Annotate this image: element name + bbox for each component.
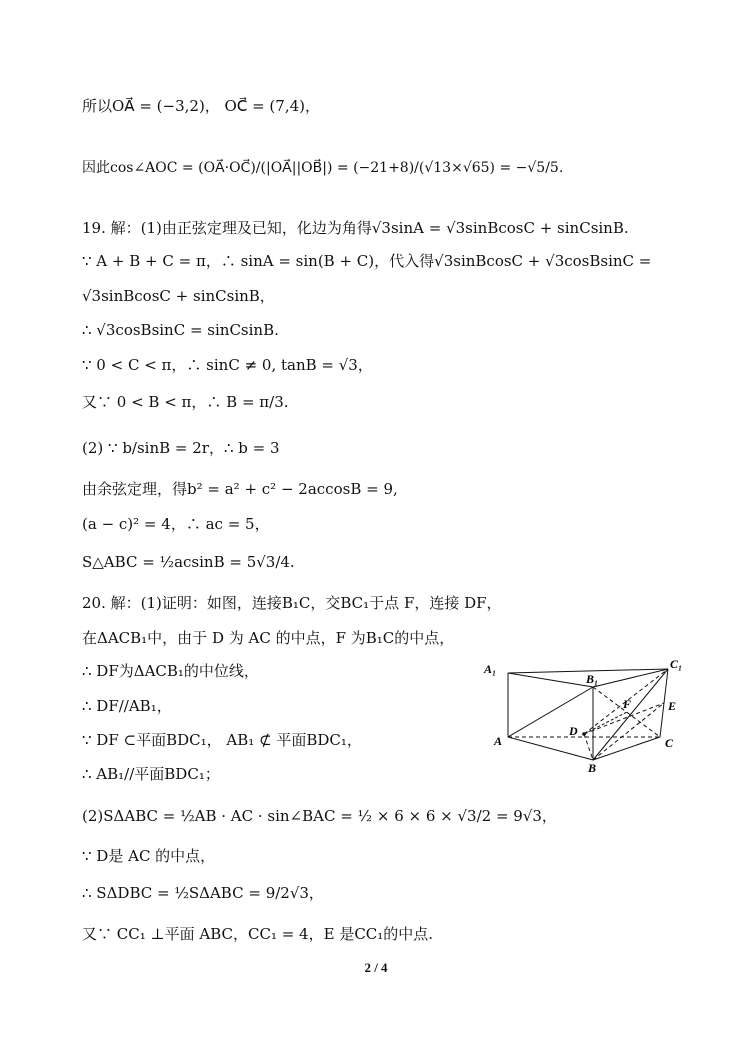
page-number: 2 / 4 [364,960,388,975]
line-15: ∴ DF为ΔACB₁的中位线， [82,662,259,680]
label-B1: B₁ [586,672,599,686]
line-9: (2) ∵ b/sinB = 2r，∴ b = 3 [82,439,280,457]
line-3: 19. 解：(1)由正弦定理及已知，化边为角得√3sinA = √3sinBcosC + sinCsinB. [82,219,629,237]
line-8: 又∵ 0 < B < π，∴ B = π/3. [82,393,289,411]
label-E: E [668,699,677,713]
line-22: 又∵ CC₁ ⊥平面 ABC，CC₁ = 4，E 是CC₁的中点. [82,925,434,943]
line-1: 所以OA⃗ = (−3,2)， OC⃗ = (7,4)， [82,97,320,115]
line-6: ∴ √3cosBsinC = sinCsinB. [82,321,279,339]
line-21: ∴ SΔDBC = ½SΔABC = 9/2√3， [82,884,324,902]
prism-figure [480,655,690,775]
line-12: S△ABC = ½acsinB = 5√3/4. [82,553,295,571]
line-13: 20. 解：(1)证明：如图，连接B₁C，交BC₁于点 F，连接 DF， [82,594,502,612]
line-7: ∵ 0 < C < π，∴ sinC ≠ 0, tanB = √3， [82,356,373,374]
line-16: ∴ DF//AB₁， [82,697,172,715]
line-19: (2)SΔABC = ½AB · AC · sin∠BAC = ½ × 6 × 6 × √3/2 = 9√3， [82,807,557,825]
line-11: (a − c)² = 4，∴ ac = 5， [82,515,270,533]
label-A1: A₁ [484,662,497,676]
line-2: 因此cos∠AOC = (OA⃗·OC⃗)/(|OA⃗||OB⃗|) = (−21+8)/(√13×√65) = −√5/5. [82,160,564,176]
label-C1: C₁ [670,657,683,671]
label-A: A [494,734,503,748]
label-B: B [588,761,597,775]
label-D: D [569,724,578,738]
line-14: 在ΔACB₁中，由于 D 为 AC 的中点，F 为B₁C的中点， [82,629,455,647]
line-20: ∵ D是 AC 的中点， [82,847,216,865]
line-10: 由余弦定理，得b² = a² + c² − 2accosB = 9, [82,480,398,498]
line-17: ∵ DF ⊂平面BDC₁， AB₁ ⊄ 平面BDC₁， [82,731,362,749]
line-4: ∵ A + B + C = π，∴ sinA = sin(B + C)，代入得√3sinBcosC + √3cosBsinC = [82,252,652,270]
label-C: C [665,736,674,750]
line-18: ∴ AB₁//平面BDC₁； [82,765,220,783]
line-5: √3sinBcosC + sinCsinB， [82,287,275,305]
label-F: F [623,697,632,711]
